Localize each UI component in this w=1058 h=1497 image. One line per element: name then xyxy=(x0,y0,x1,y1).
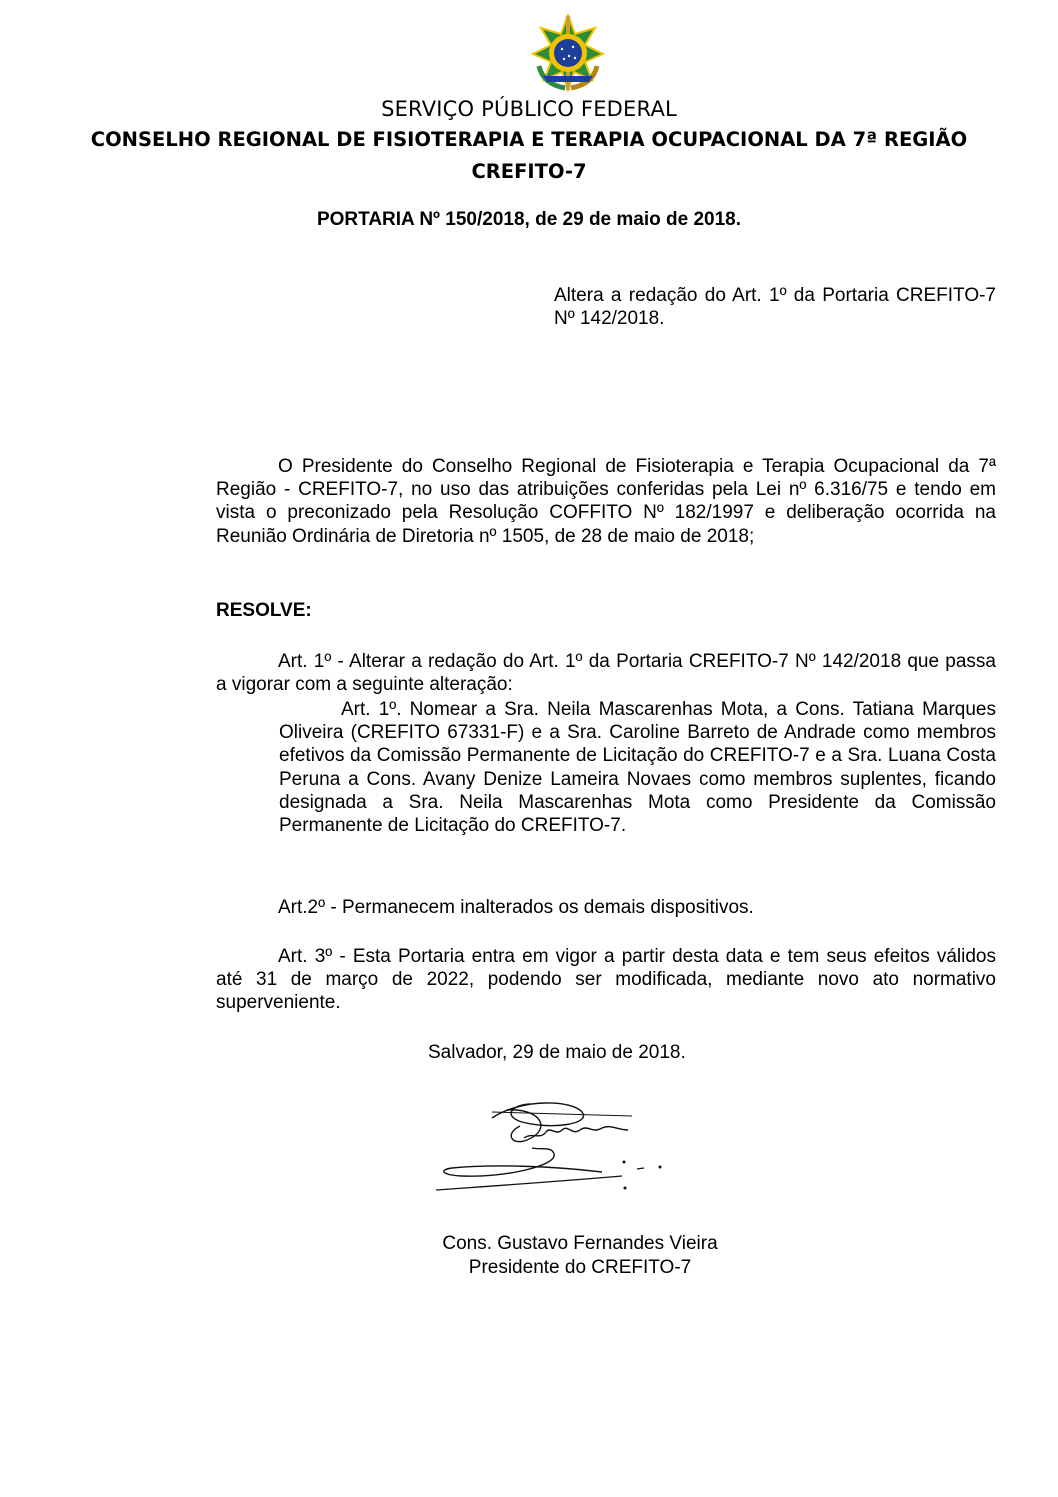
article-2: Art.2º - Permanecem inalterados os demais dispositivos. xyxy=(278,897,754,918)
signatory-name: Cons. Gustavo Fernandes Vieira xyxy=(442,1233,718,1254)
intro-paragraph: O Presidente do Conselho Regional de Fisioterapia e Terapia Ocupacional da 7ª Região - CREFITO-7, no uso das atribuições conferidas pela Lei nº 6.316/75 e tendo em vista o preconizado pela Resolução COFFITO Nº 182/1997 e deliberação ocorrida na Reunião Ordinária de Diretoria nº 1505, de 28 de maio de 2018; xyxy=(216,456,996,547)
acronym-header: CREFITO-7 xyxy=(471,160,587,183)
council-header: CONSELHO REGIONAL DE FISIOTERAPIA E TERAPIA OCUPACIONAL DA 7ª REGIÃO xyxy=(90,128,968,151)
signatory-role: Presidente do CREFITO-7 xyxy=(468,1257,692,1278)
resolve-heading: RESOLVE: xyxy=(216,600,312,621)
service-header: SERVIÇO PÚBLICO FEDERAL xyxy=(381,97,677,121)
article-1-quoted-text: Art. 1º. Nomear a Sra. Neila Mascarenhas Mota, a Cons. Tatiana Marques Oliveira (CREFITO 67331-F) e a Sra. Caroline Barreto de Andrade como membros efetivos da Comissão Permanente de Licitação do CREFITO-7 e a Sra. Luana Costa Peruna a Cons. Avany Denize Lameira Novaes como membros suplentes, ficando designada a Sra. Neila Mascarenhas Mota como Presidente da Comissão Permanente de Licitação do CREFITO-7. xyxy=(279,699,996,837)
article-3: Art. 3º - Esta Portaria entra em vigor a partir desta data e tem seus efeitos válidos até 31 de março de 2022, podendo ser modificada, mediante novo ato normativo superveniente. xyxy=(216,946,996,1014)
document-title: PORTARIA Nº 150/2018, de 29 de maio de 2018. xyxy=(316,209,742,230)
article-1: Art. 1º - Alterar a redação do Art. 1º da Portaria CREFITO-7 Nº 142/2018 que passa a vigorar com a seguinte alteração: xyxy=(216,651,996,696)
document-summary: Altera a redação do Art. 1º da Portaria CREFITO-7 Nº 142/2018. xyxy=(554,285,996,330)
coat-of-arms-icon xyxy=(529,14,607,94)
place-and-date: Salvador, 29 de maio de 2018. xyxy=(428,1042,686,1063)
handwritten-signature xyxy=(432,1090,712,1202)
